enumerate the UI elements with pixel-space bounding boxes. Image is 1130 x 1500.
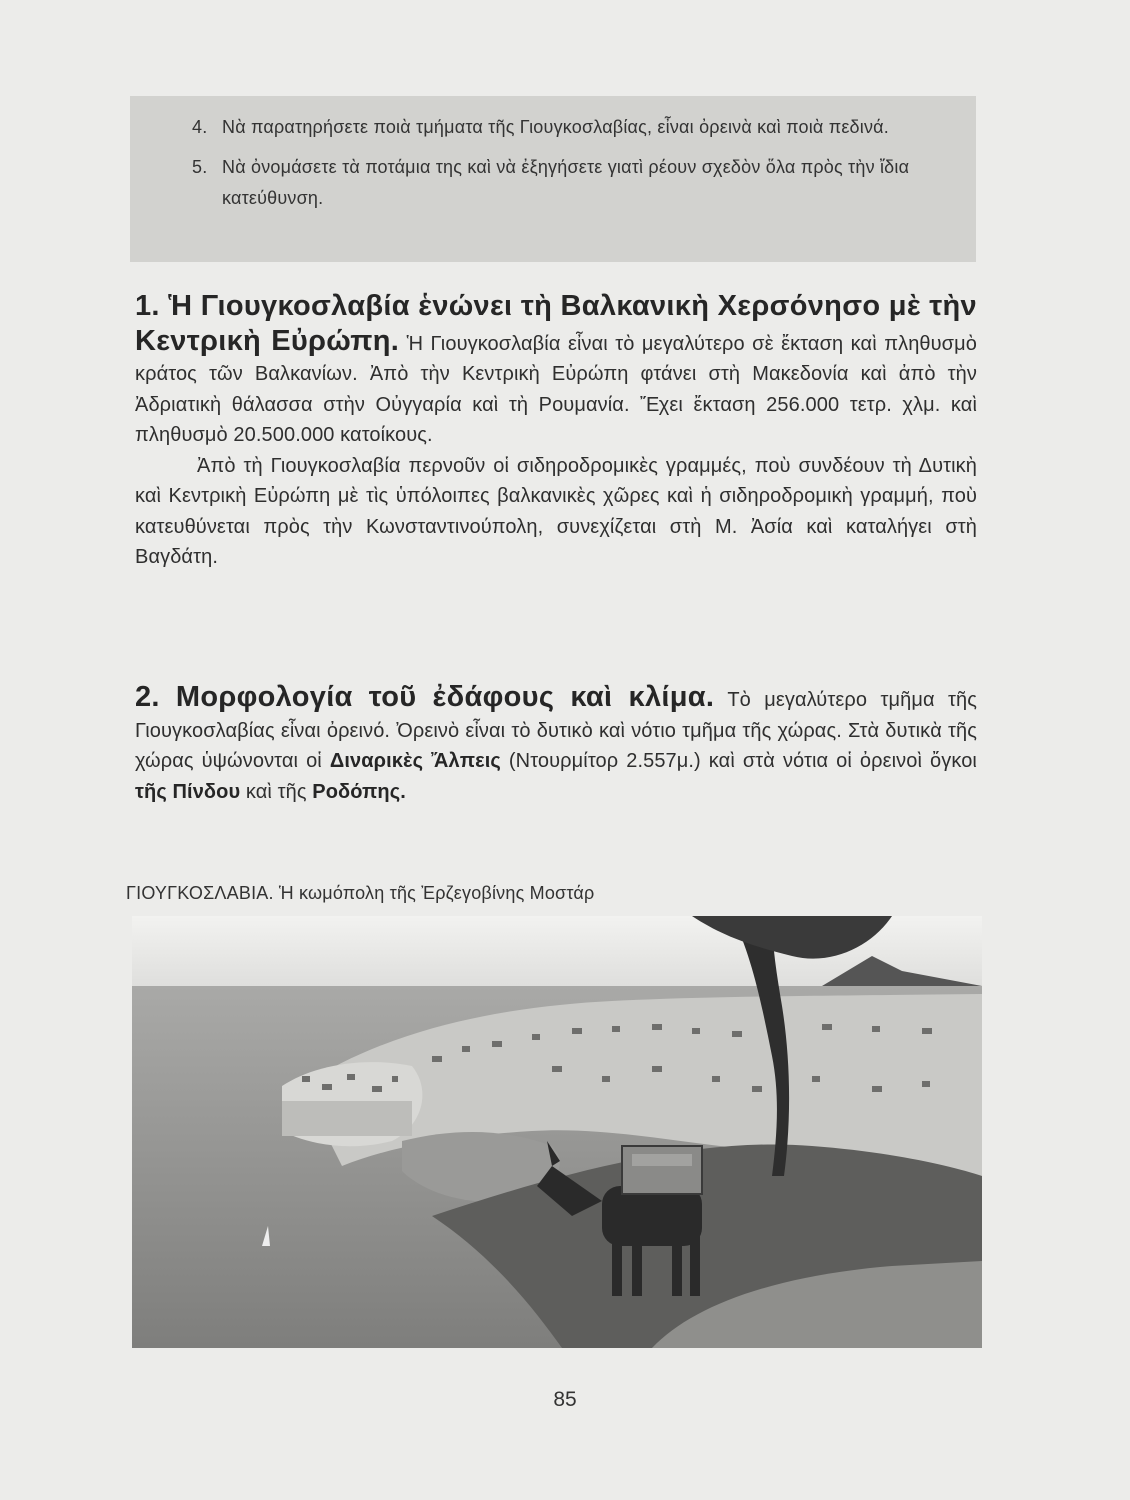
section-2-title: 2. Μορφολογία τοῦ ἐδάφους καὶ κλίμα. bbox=[135, 681, 715, 713]
question-item bbox=[192, 152, 946, 214]
questions-box bbox=[130, 96, 976, 262]
question-item bbox=[192, 112, 946, 143]
question-number: 4. bbox=[192, 117, 208, 137]
section-2-text-c: καὶ τῆς bbox=[245, 780, 307, 803]
section-1-paragraph-2: Ἀπὸ τὴ Γιουγκοσλαβία περνοῦν οἱ σιδηροδρομικὲς γραμμές, ποὺ συνδέουν τὴ Δυτικὴ καὶ Κεντρικὴ Εὐρώπη μὲ τὶς ὑπόλοιπες βαλκανικὲς χῶρες καὶ ἡ σιδηροδρομικὴ γραμμή, ποὺ κατευθύνεται πρὸς τὴν Κωνσταντινούπολη, συνεχίζεται στὴ Μ. Ἀσία καὶ καταλήγει στὴ Βαγδάτη. bbox=[135, 454, 977, 568]
section-2-text-b: (Ντουρμίτορ 2.557μ.) καὶ στὰ νότια οἱ ὀρεινοὶ ὄγκοι bbox=[508, 750, 977, 772]
photo-caption: ΓΙΟΥΓΚΟΣΛΑΒΙΑ. Ἡ κωμόπολη τῆς Ἐρζεγοβίνης Μοστάρ bbox=[126, 883, 595, 903]
question-text: Νὰ παρατηρήσετε ποιὰ τμήματα τῆς Γιουγκοσλαβίας, εἶναι ὀρεινὰ καὶ ποιὰ πεδινά. bbox=[222, 117, 889, 137]
section-1 bbox=[135, 290, 977, 573]
section-2-text-a: Τὸ μεγαλύτερο τμῆμα τῆς Γιουγκοσλαβίας εἶναι ὀρεινό. Ὀρεινὸ εἶναι τὸ δυτικὸ καὶ νότιο τμῆμα τῆς χώρας. Στὰ δυτικὰ τῆς χώρας ὑψώνονται οἱ bbox=[135, 689, 977, 772]
term-dinaric-alps: Διναρικὲς Ἄλπεις bbox=[329, 750, 501, 772]
term-pindos: τῆς Πίνδου bbox=[135, 780, 241, 803]
section-1-title: 1. Ἡ Γιουγκοσλαβία ἑνώνει τὴ Βαλκανικὴ Χερσόνησο μὲ τὴν Κεντρικὴ Εὐρώπη. bbox=[135, 290, 977, 357]
page-number: 85 bbox=[553, 1388, 577, 1411]
section-1-text: Ἡ Γιουγκοσλαβία εἶναι τὸ μεγαλύτερο σὲ ἔκταση καὶ πληθυσμὸ κράτος τῶν Βαλκανίων. Ἀπὸ τὴν Κεντρικὴ Εὐρώπη φτάνει στὴ Μακεδονία καὶ ἀπὸ τὴν Ἀδριατικὴ θάλασσα στὴν Οὐγγαρία καὶ τὴ Ρουμανία. Ἔχει ἔκταση 256.000 τετρ. χλμ. καὶ πληθυσμὸ 20.500.000 κατοίκους. bbox=[135, 332, 977, 446]
town-photograph bbox=[132, 916, 982, 1348]
term-rodopi: Ροδόπης. bbox=[312, 780, 406, 803]
section-2 bbox=[135, 681, 977, 807]
question-number: 5. bbox=[192, 157, 208, 177]
town-photograph-illustration bbox=[132, 916, 982, 1348]
question-text: Νὰ ὀνομάσετε τὰ ποτάμια της καὶ νὰ ἐξηγήσετε γιατὶ ρέουν σχεδὸν ὅλα πρὸς τὴν ἴδια κατεύθυνση. bbox=[222, 157, 910, 208]
section-1-paragraph-1 bbox=[135, 290, 977, 451]
